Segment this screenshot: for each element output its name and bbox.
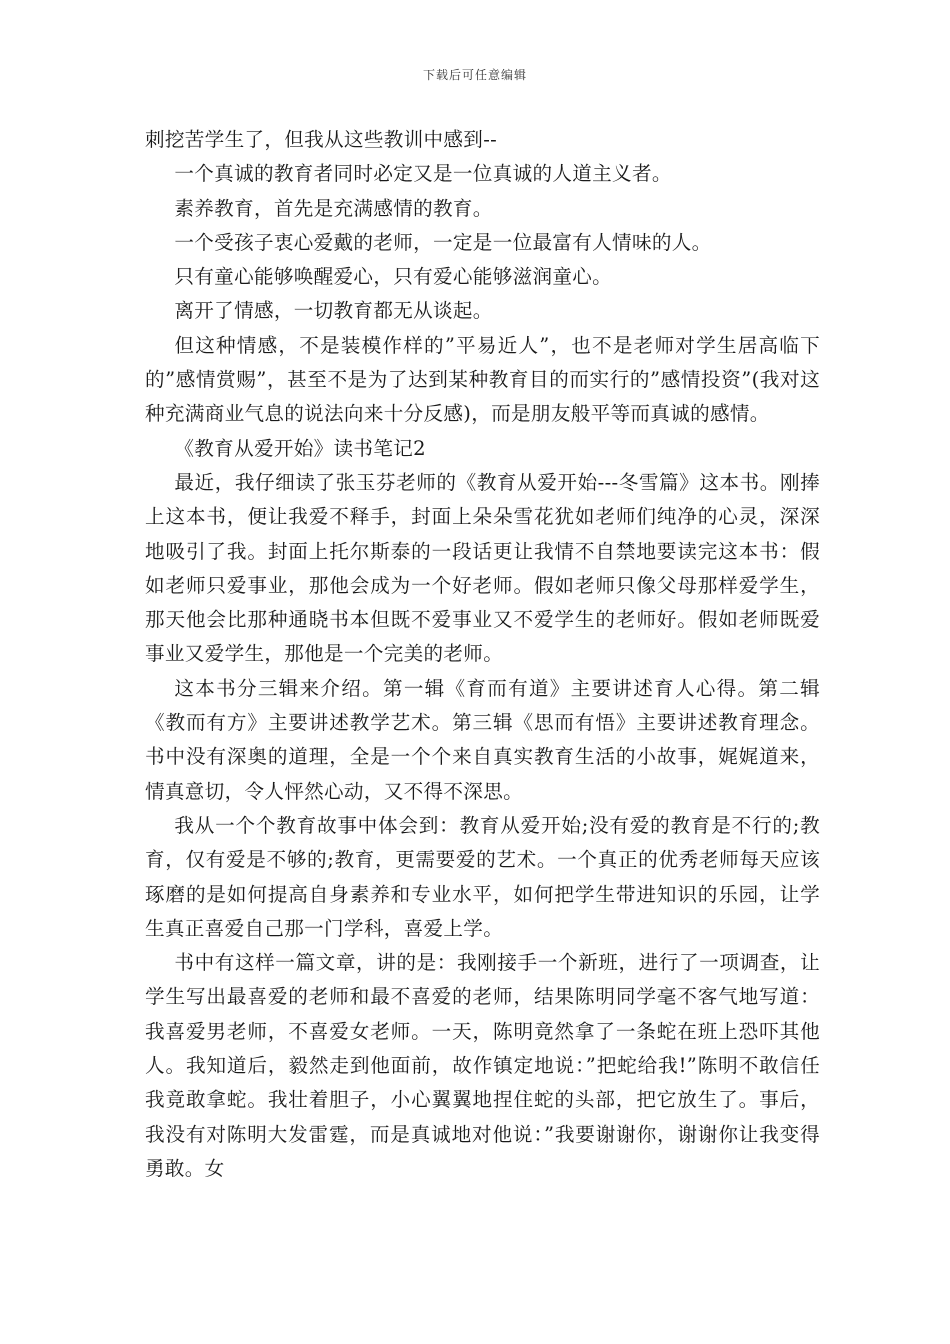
page-header: 下载后可任意编辑 bbox=[422, 68, 527, 82]
paragraph: 离开了情感，一切教育都无从谈起。 bbox=[174, 299, 493, 323]
section-title: 《教育从爱开始》读书笔记2 bbox=[174, 436, 426, 460]
paragraph: 一个真诚的教育者同时必定又是一位真诚的人道主义者。 bbox=[174, 162, 672, 186]
paragraph: 最近，我仔细读了张玉芬老师的《教育从爱开始---冬雪篇》这本书。刚捧上这本书，便让我爱不释手，封面上朵朵雪花犹如老师们纯净的心灵，深深地吸引了我。封面上托尔斯泰的一段话更让我情不自禁地要读完这本书：假如老师只爱事业，那他会成为一个好老师。假如老师只像父母那样爱学生，那天他会比那种通晓书本但既不爱事业又不爱学生的老师好。假如老师既爱事业又爱学生，那他是一个完美的老师。 bbox=[145, 470, 820, 666]
paragraph: 一个受孩子衷心爱戴的老师，一定是一位最富有人情味的人。 bbox=[174, 230, 712, 254]
paragraph: 刺挖苦学生了，但我从这些教训中感到-- bbox=[145, 128, 498, 151]
paragraph: 但这种情感，不是装模作样的”平易近人”，也不是老师对学生居高临下的”感情赏赐”，甚至不是为了达到某种教育目的而实行的”感情投资”(我对这种充满商业气息的说法向来十分反感)，而是朋友般平等而真诚的感情。 bbox=[145, 333, 820, 426]
paragraph: 我从一个个教育故事中体会到：教育从爱开始;没有爱的教育是不行的;教育，仅有爱是不够的;教育，更需要爱的艺术。一个真正的优秀老师每天应该琢磨的是如何提高自身素养和专业水平，如何把学生带进知识的乐园，让学生真正喜爱自己那一门学科，喜爱上学。 bbox=[145, 813, 820, 940]
paragraph: 只有童心能够唤醒爱心，只有爱心能够滋润童心。 bbox=[174, 265, 613, 289]
paragraph: 这本书分三辑来介绍。第一辑《育而有道》主要讲述育人心得。第二辑《教而有方》主要讲述教学艺术。第三辑《思而有悟》主要讲述教育理念。书中没有深奥的道理，全是一个个来自真实教育生活的小故事，娓娓道来，情真意切，令人怦然心动，又不得不深思。 bbox=[145, 676, 820, 803]
paragraph: 素养教育，首先是充满感情的教育。 bbox=[174, 196, 493, 220]
document-body bbox=[145, 123, 820, 1186]
paragraph: 书中有这样一篇文章，讲的是：我刚接手一个新班，进行了一项调查，让学生写出最喜爱的老师和最不喜爱的老师，结果陈明同学毫不客气地写道：我喜爱男老师，不喜爱女老师。一天，陈明竟然拿了一条蛇在班上恐吓其他人。我知道后，毅然走到他面前，故作镇定地说：”把蛇给我!”陈明不敢信任我竟敢拿蛇。我壮着胆子，小心翼翼地捏住蛇的头部，把它放生了。事后，我没有对陈明大发雷霆，而是真诚地对他说：”我要谢谢你，谢谢你让我变得勇敢。女 bbox=[145, 951, 820, 1180]
